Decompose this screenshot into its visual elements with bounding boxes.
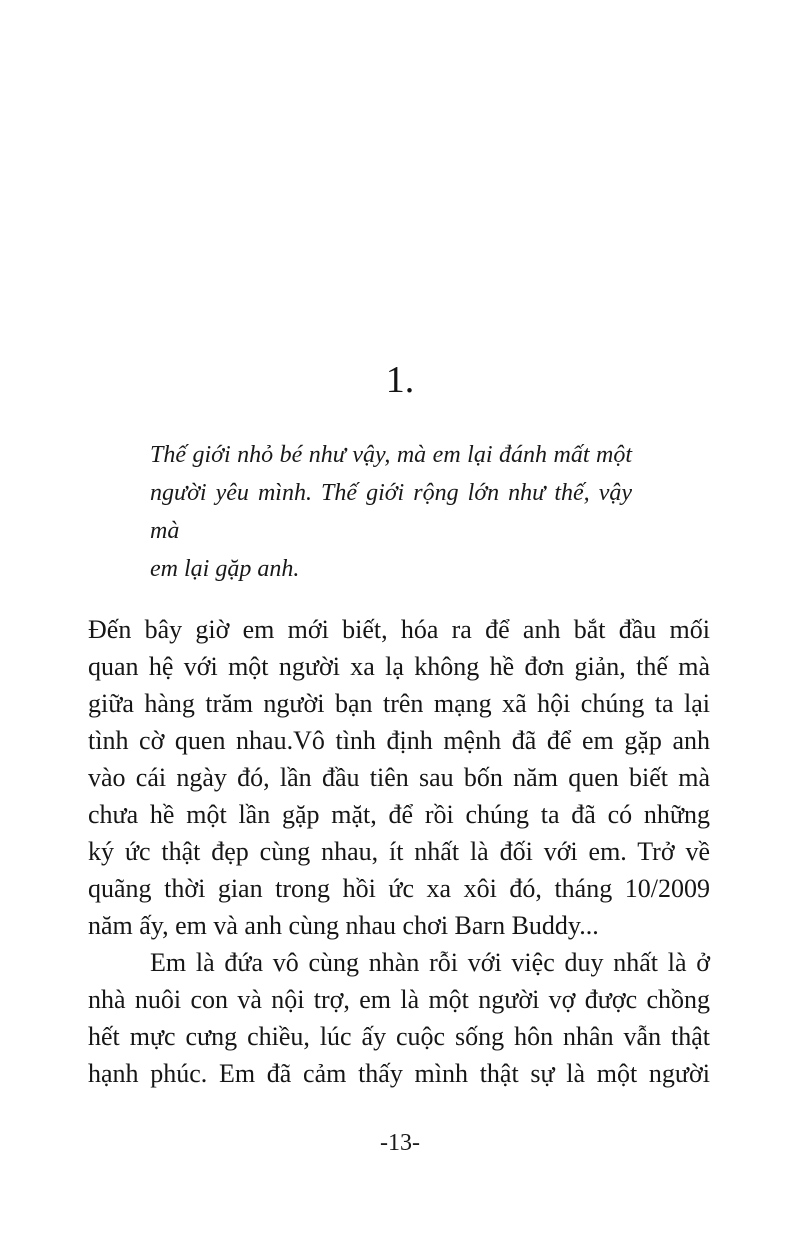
text-line: vào cái ngày đó, lần đầu tiên sau bốn năm quen biết mà	[88, 763, 710, 792]
text-line: Em là đứa vô cùng nhàn rỗi với việc duy nhất là ở	[150, 948, 710, 977]
epigraph-line: em lại gặp anh.	[150, 556, 300, 582]
chapter-epigraph	[150, 436, 632, 588]
paragraph-2	[88, 944, 710, 1092]
text-line: hạnh phúc. Em đã cảm thấy mình thật sự là một người	[88, 1059, 710, 1088]
text-line: quãng thời gian trong hồi ức xa xôi đó, tháng 10/2009	[88, 874, 710, 903]
text-line: quan hệ với một người xa lạ không hề đơn giản, thế mà	[88, 652, 710, 681]
chapter-number: 1.	[385, 359, 415, 401]
paragraph-1	[88, 611, 710, 944]
text-line: Đến bây giờ em mới biết, hóa ra để anh bắt đầu mối	[88, 615, 710, 644]
epigraph-line: người yêu mình. Thế giới rộng lớn như thế, vậy mà	[150, 480, 632, 544]
text-line: nhà nuôi con và nội trợ, em là một người vợ được chồng	[88, 985, 710, 1014]
page-number: -13-	[380, 1130, 420, 1156]
epigraph-line: Thế giới nhỏ bé như vậy, mà em lại đánh mất một	[150, 442, 632, 468]
body-text	[88, 611, 710, 1092]
text-line: tình cờ quen nhau.Vô tình định mệnh đã để em gặp anh	[88, 726, 710, 755]
text-line: năm ấy, em và anh cùng nhau chơi Barn Buddy...	[88, 911, 599, 940]
text-line: giữa hàng trăm người bạn trên mạng xã hội chúng ta lại	[88, 689, 710, 718]
text-line: ký ức thật đẹp cùng nhau, ít nhất là đối với em. Trở về	[88, 837, 710, 866]
text-line: chưa hề một lần gặp mặt, để rồi chúng ta đã có những	[88, 800, 710, 829]
text-line: hết mực cưng chiều, lúc ấy cuộc sống hôn nhân vẫn thật	[88, 1022, 710, 1051]
